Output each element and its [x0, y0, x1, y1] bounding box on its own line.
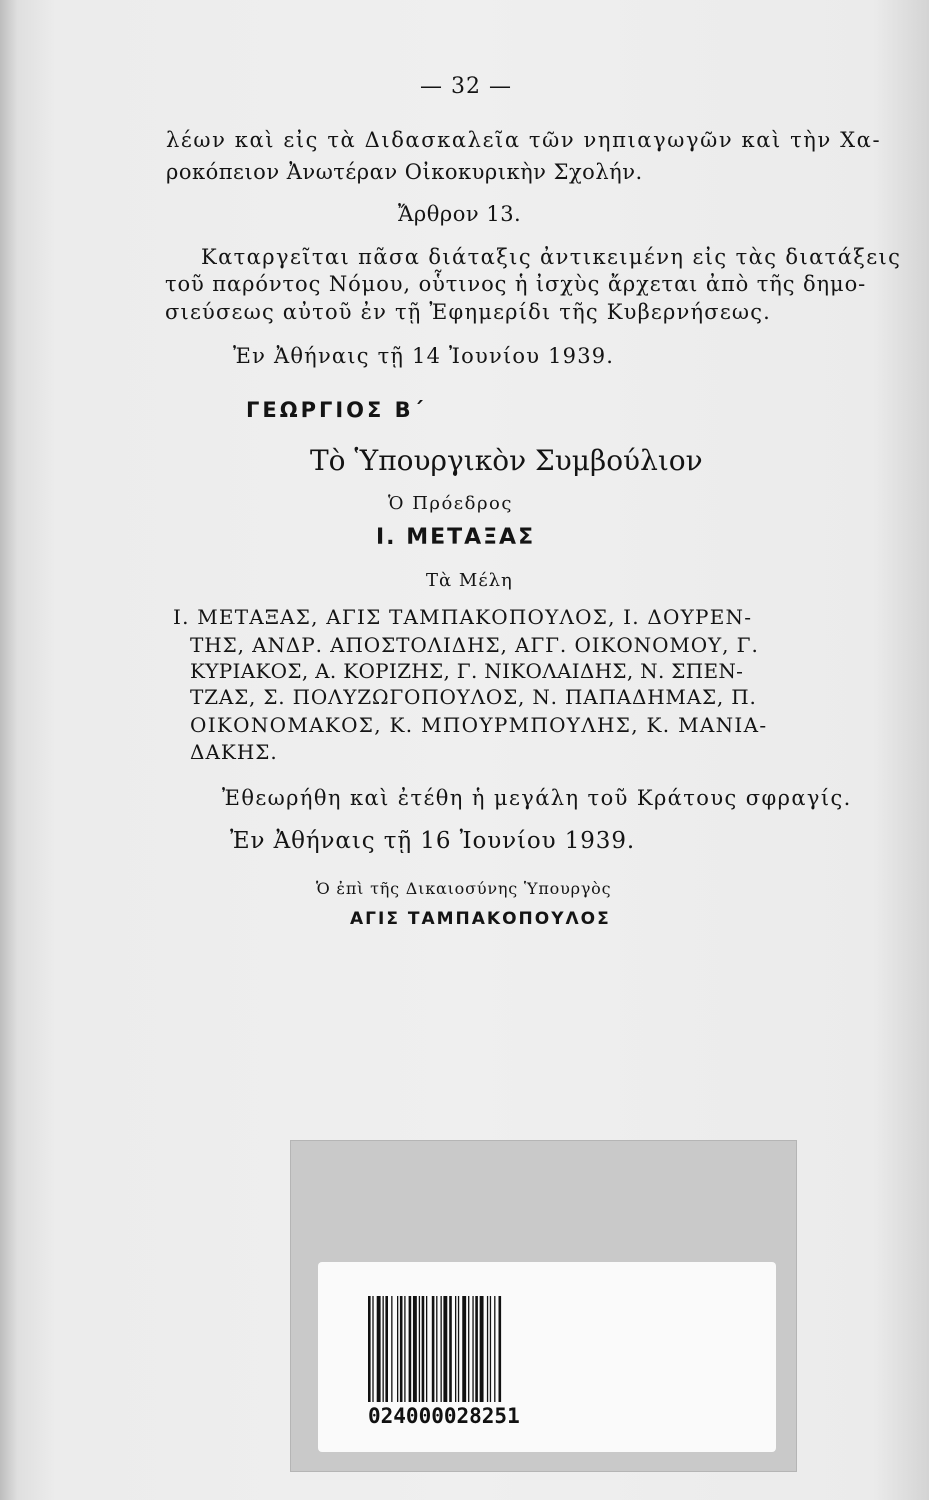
barcode-bar: [391, 1296, 392, 1402]
council-title: Τὸ Ὑπουργικὸν Συμβούλιον: [310, 444, 703, 477]
barcode-bar: [499, 1296, 502, 1402]
barcode-bar: [462, 1296, 466, 1402]
seal-statement: Ἐθεωρήθη καὶ ἐτέθη ἡ μεγάλη τοῦ Κράτους σφραγίς.: [222, 786, 852, 810]
article-line-2: τοῦ παρόντος Νόμου, οὗτινος ἡ ἰσχὺς ἄρχεται ἀπὸ τῆς δημο-: [165, 272, 867, 296]
barcode-bar: [409, 1296, 412, 1402]
barcode-bar: [441, 1296, 442, 1402]
continuation-line-2: ροκόπειον Ἀνωτέραν Οἰκοκυρικὴν Σχολήν.: [166, 160, 643, 184]
members-line-3: ΚΥΡΙΑΚΟΣ, Α. ΚΟΡΙΖΗΣ, Γ. ΝΙΚΟΛΑΙΔΗΣ, Ν. ΣΠΕΝ-: [190, 659, 744, 683]
date-first: Ἐν Ἀθήναις τῇ 14 Ἰουνίου 1939.: [233, 344, 615, 368]
members-line-4: ΤΖΑΣ, Σ. ΠΟΛΥΖΩΓΟΠΟΥΛΟΣ, Ν. ΠΑΠΑΔΗΜΑΣ, Π.: [190, 685, 757, 709]
barcode-bar: [480, 1296, 484, 1402]
members-line-6: ΔΑΚΗΣ.: [190, 740, 278, 764]
barcode-bar: [468, 1296, 469, 1402]
page-number: — 32 —: [420, 74, 512, 99]
barcode-bar: [475, 1296, 478, 1402]
barcode-bar: [377, 1296, 381, 1402]
minister-title: Ὁ ἐπὶ τῆς Δικαιοσύνης Ὑπουργὸς: [316, 879, 612, 898]
king-name: ΓΕΩΡΓΙΟΣ Β΄: [246, 398, 426, 422]
article-heading: Ἄρθρον 13.: [398, 202, 522, 226]
minister-name: ΑΓΙΣ ΤΑΜΠΑΚΟΠΟΥΛΟΣ: [350, 909, 611, 929]
article-line-3: σιεύσεως αὐτοῦ ἐν τῇ Ἐφημερίδι τῆς Κυβερνήσεως.: [165, 300, 772, 324]
barcode-bar: [426, 1296, 427, 1402]
barcode-bar: [472, 1296, 473, 1402]
barcode-bar: [432, 1296, 435, 1402]
barcode-bar: [487, 1296, 488, 1402]
barcode-bar: [422, 1296, 425, 1402]
barcode-bar: [419, 1296, 420, 1402]
barcode-bar: [458, 1296, 459, 1402]
barcode-bar: [494, 1296, 495, 1402]
barcode-bar: [436, 1296, 437, 1402]
barcode-bar: [368, 1296, 371, 1402]
barcode-bar: [383, 1296, 384, 1402]
barcode-graphic: [368, 1296, 538, 1402]
president-title: Ὁ Πρόεδρος: [388, 493, 513, 514]
barcode-bar: [449, 1296, 452, 1402]
continuation-line-1: λέων καὶ εἰς τὰ Διδασκαλεῖα τῶν νηπιαγωγῶν καὶ τὴν Χα-: [166, 128, 882, 152]
members-line-2: ΤΗΣ, ΑΝΔΡ. ΑΠΟΣΤΟΛΙΔΗΣ, ΑΓΓ. ΟΙΚΟΝΟΜΟΥ, Γ.: [190, 633, 759, 657]
barcode-bar: [372, 1296, 373, 1402]
barcode-bar: [385, 1296, 388, 1402]
barcode-bar: [400, 1296, 403, 1402]
page-binding-edge: [0, 0, 18, 1500]
barcode-bar: [413, 1296, 417, 1402]
members-line-5: ΟΙΚΟΝΟΜΑΚΟΣ, Κ. ΜΠΟΥΡΜΠΟΥΛΗΣ, Κ. ΜΑΝΙΑ-: [190, 713, 768, 737]
barcode-bar: [443, 1296, 447, 1402]
members-line-1: Ι. ΜΕΤΑΞΑΣ, ΑΓΙΣ ΤΑΜΠΑΚΟΠΟΥΛΟΣ, Ι. ΔΟΥΡΕΝ-: [173, 605, 753, 629]
barcode-bar: [455, 1296, 456, 1402]
barcode-bar: [397, 1296, 398, 1402]
barcode-number: 024000028251: [368, 1404, 520, 1428]
date-second: Ἐν Ἀθήναις τῇ 16 Ἰουνίου 1939.: [230, 828, 636, 854]
barcode-bar: [490, 1296, 491, 1402]
members-title: Τὰ Μέλη: [426, 570, 513, 591]
article-line-1: Καταργεῖται πᾶσα διάταξις ἀντικειμένη εἰς τὰς διατάξεις: [201, 245, 902, 269]
barcode-bar: [404, 1296, 405, 1402]
president-name: Ι. ΜΕΤΑΞΑΣ: [376, 525, 536, 550]
